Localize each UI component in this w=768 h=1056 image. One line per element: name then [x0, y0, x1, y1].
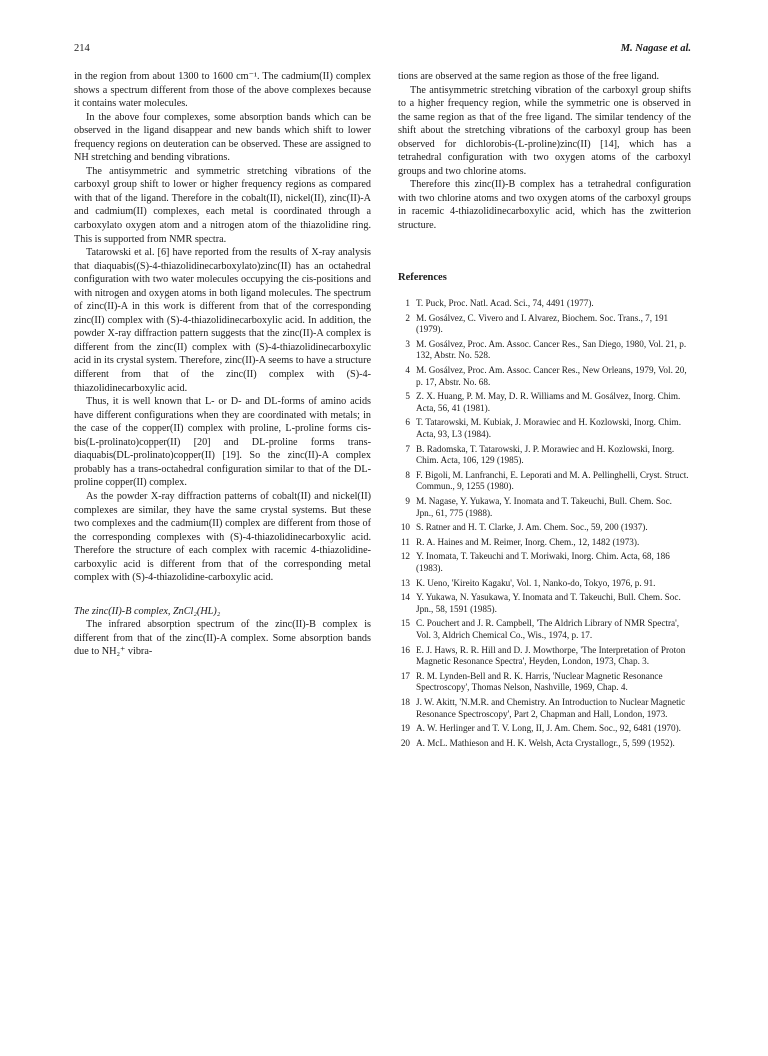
reference-item — [398, 391, 691, 414]
reference-item — [398, 618, 691, 641]
paragraph: Tatarowski et al. [6] have reported from the results of X-ray analysis that diaquabis((S)-4-thiazolidinecarboxylato)zinc(II) has an octahedral configuration with two water molecules occupying the cis-positions and with nitrogen and oxygen atoms in both ligand molecules. The spectrum of zinc(II)-A in this work is different from that of the corresponding zinc(II) complex with (S)-4-thiazolidinecarboxylic acid. In addition, the powder X-ray diffraction pattern suggests that the zinc(II)-A complex is different from the zinc(II) complex with (S)-4-thiazolidinecarboxylic acid in its crystal system. Therefore, zinc(II)-A seems to have a structure different from that of the zinc(II) complex with (S)-4-thiazolidinecarboxylic acid. — [74, 247, 371, 394]
reference-text: Y. Inomata, T. Takeuchi and T. Moriwaki, Inorg. Chim. Acta, 68, 186 (1983). — [416, 551, 670, 573]
paragraph: As the powder X-ray diffraction patterns of cobalt(II) and nickel(II) complexes are similar, they have the same crystal systems. But these two complexes and the cadmium(II) complex are different from those of the corresponding complexes with (S)-4-thiazolidinecarboxylic acid. Therefore the structure of each complex with racemic 4-thiazolidine-carboxylic acid is different from that of the corresponding metal complex with (S)-4-thiazolidine-carboxylic acid. — [74, 490, 371, 584]
reference-item — [398, 697, 691, 720]
reference-item — [398, 313, 691, 336]
reference-item — [398, 738, 691, 750]
paragraph: in the region from about 1300 to 1600 cm⁻¹. The cadmium(II) complex shows a spectrum different from those of the above complexes because it contains water molecules. — [74, 71, 371, 110]
reference-number: 2 — [405, 312, 410, 323]
reference-item — [398, 496, 691, 519]
reference-number: 1 — [405, 298, 410, 309]
paragraph: In the above four complexes, some absorption bands which can be observed in the ligand disappear and new bands which shift to lower frequency regions on deuteration can be observed. These are assigned to NH stretching and bending vibrations. — [74, 111, 371, 164]
reference-text: T. Puck, Proc. Natl. Acad. Sci., 74, 4491 (1977). — [416, 298, 594, 309]
reference-text: K. Ueno, 'Kireito Kagaku', Vol. 1, Nanko-do, Tokyo, 1976, p. 91. — [416, 577, 656, 588]
reference-item — [398, 365, 691, 388]
reference-item — [398, 551, 691, 574]
paragraph: Thus, it is well known that L- or D- and DL-forms of amino acids have different configurations when they are coordinated with metals; in the case of the copper(II) complex with proline, L-proline forms cis-bis(L-prolinato)copper(II) [20] and DL-proline forms trans-diaquabis(DL-prolinato)copper(II) [19]. So the zinc(II)-A complex probably has a trans-octahedral configuration similar to that of the DL-proline copper(II) complex. — [74, 396, 371, 489]
reference-number: 17 — [400, 670, 410, 681]
reference-number: 12 — [400, 551, 410, 562]
reference-item — [398, 645, 691, 668]
reference-text: B. Radomska, T. Tatarowski, J. P. Morawiec and H. Kozlowski, Inorg. Chim. Acta, 106, 129 (1985). — [416, 443, 675, 466]
paragraph: The antisymmetric and symmetric stretching vibrations of the carboxyl group shift to lower or higher frequency regions as compared with that of the ligand. Therefore in the cobalt(II), nickel(II), zinc(II)-A and cadmium(II) complexes, each metal is coordinated through a carboxylato oxygen atom and a nitrogen atom of the thiazolidine ring. This is supported from NMR spectra. — [74, 165, 371, 245]
reference-number: 15 — [400, 618, 410, 629]
reference-number: 20 — [400, 737, 410, 748]
running-head: M. Nagase et al. — [620, 43, 691, 54]
reference-text: S. Ratner and H. T. Clarke, J. Am. Chem. Soc., 59, 200 (1937). — [416, 522, 648, 533]
section-subheading: The zinc(II)-B complex, ZnCl₂(HL)₂ — [74, 605, 221, 617]
reference-number: 8 — [405, 469, 410, 480]
reference-item — [398, 470, 691, 493]
reference-item — [398, 537, 691, 549]
reference-number: 4 — [405, 365, 410, 376]
left-column — [74, 70, 371, 659]
reference-text: Y. Yukawa, N. Yasukawa, Y. Inomata and T. Takeuchi, Bull. Chem. Soc. Jpn., 58, 1591 (1985). — [416, 592, 681, 614]
reference-number: 16 — [400, 644, 410, 655]
reference-number: 5 — [405, 391, 410, 402]
reference-number: 13 — [400, 577, 410, 588]
references-heading: References — [398, 271, 447, 283]
reference-item — [398, 298, 691, 310]
reference-number: 10 — [400, 522, 410, 533]
reference-text: C. Pouchert and J. R. Campbell, 'The Aldrich Library of NMR Spectra', Vol. 3, Aldrich Chemical Co., Wis., 1974, p. 17. — [416, 618, 680, 640]
reference-item — [398, 444, 691, 467]
paragraph: The infrared absorption spectrum of the zinc(II)-B complex is different from that of the zinc(II)-A complex. Some absorption bands due to NH₂⁺ vibra- — [74, 619, 371, 658]
reference-number: 18 — [400, 696, 410, 707]
paragraph: Therefore this zinc(II)-B complex has a tetrahedral configuration with two chlorine atoms and two oxygen atoms of the carboxyl groups in racemic 4-thiazolidinecarboxylic acid, which has the zwitterion structure. — [398, 179, 691, 232]
reference-text: R. A. Haines and M. Reimer, Inorg. Chem., 12, 1482 (1973). — [416, 536, 640, 547]
right-column — [398, 70, 691, 752]
reference-text: E. J. Haws, R. R. Hill and D. J. Mowthorpe, 'The Interpretation of Proton Magnetic Resonance Spectra', Heyden, London, 1973, Chap. 3. — [416, 644, 686, 667]
reference-text: T. Tatarowski, M. Kubiak, J. Morawiec and H. Kozlowski, Inorg. Chim. Acta, 93, L3 (1984). — [416, 417, 681, 440]
reference-text: M. Gosálvez, Proc. Am. Assoc. Cancer Res., New Orleans, 1979, Vol. 20, p. 17, Abstr. No. 68. — [416, 365, 687, 387]
reference-number: 7 — [405, 443, 410, 454]
reference-item — [398, 592, 691, 615]
reference-text: M. Nagase, Y. Yukawa, Y. Inomata and T. Takeuchi, Bull. Chem. Soc. Jpn., 61, 775 (1988). — [416, 496, 672, 518]
reference-item — [398, 417, 691, 440]
reference-text: F. Bigoli, M. Lanfranchi, E. Leporati and M. A. Pellinghelli, Cryst. Struct. Commun., 9, 1255 (1980). — [416, 469, 689, 492]
reference-text: A. W. Herlinger and T. V. Long, II, J. Am. Chem. Soc., 92, 6481 (1970). — [416, 723, 681, 734]
paragraph: tions are observed at the same region as those of the free ligand. — [398, 71, 660, 82]
reference-number: 3 — [405, 338, 410, 349]
page-number: 214 — [74, 43, 90, 54]
reference-item — [398, 339, 691, 362]
reference-list — [398, 298, 691, 749]
reference-item — [398, 723, 691, 735]
reference-text: A. McL. Mathieson and H. K. Welsh, Acta Crystallogr., 5, 599 (1952). — [416, 737, 675, 748]
reference-item — [398, 522, 691, 534]
reference-item — [398, 578, 691, 590]
reference-number: 19 — [400, 723, 410, 734]
page-header — [74, 43, 691, 59]
reference-text: M. Gosálvez, Proc. Am. Assoc. Cancer Res., San Diego, 1980, Vol. 21, p. 132, Abstr. No. 528. — [416, 338, 687, 361]
reference-text: Z. X. Huang, P. M. May, D. R. Williams and M. Gosálvez, Inorg. Chim. Acta, 56, 41 (1981). — [416, 391, 681, 413]
reference-text: R. M. Lynden-Bell and R. K. Harris, 'Nuclear Magnetic Resonance Spectroscopy', Thomas Nelson, Nashville, 1969, Chap. 4. — [416, 670, 663, 693]
reference-text: J. W. Akitt, 'N.M.R. and Chemistry. An Introduction to Nuclear Magnetic Resonance Spectroscopy', Part 2, Chapman and Hall, London, 1973. — [416, 696, 686, 719]
paragraph: The antisymmetric stretching vibration of the carboxyl group shifts to a higher frequency region, while the symmetric one is observed in the same region as that of the free ligand. The similar tendency of the shift about the stretching vibrations of the carboxyl group has been observed for dichlorobis-(L-proline)zinc(II) [14], which has a tetrahedral configuration with two oxygen atoms of the carboxyl groups and two chlorine atoms. — [398, 84, 691, 177]
reference-number: 9 — [405, 496, 410, 507]
reference-number: 14 — [400, 592, 410, 603]
reference-text: M. Gosálvez, C. Vivero and I. Alvarez, Biochem. Soc. Trans., 7, 191 (1979). — [416, 312, 669, 335]
reference-number: 6 — [405, 417, 410, 428]
reference-number: 11 — [401, 536, 410, 547]
reference-item — [398, 671, 691, 694]
